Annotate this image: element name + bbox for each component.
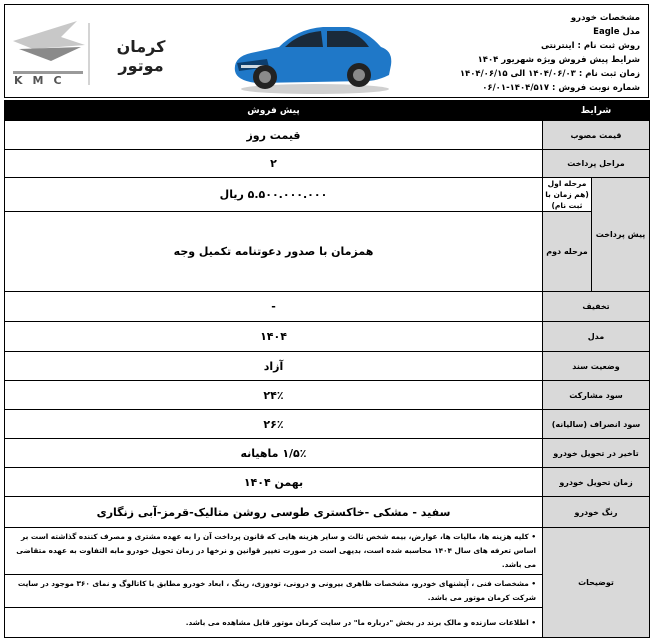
stage1-label-line1: مرحله اول xyxy=(547,179,587,188)
table-row xyxy=(5,381,650,410)
document-status-value: آزاد xyxy=(5,352,543,381)
sale-conditions-table xyxy=(4,100,650,638)
table-row xyxy=(5,322,650,352)
spec-model: مدل Eagle xyxy=(593,27,640,37)
partnership-profit-label: سود مشارکت xyxy=(543,381,650,410)
stage2-label: مرحله دوم xyxy=(543,212,592,292)
header xyxy=(4,4,649,98)
approved-price-value: قیمت روز xyxy=(5,121,543,150)
model-label: مدل xyxy=(543,322,650,352)
table-row xyxy=(5,212,650,292)
color-value: سفید - مشکی -خاکستری طوسی روشن متالیک-قرمز-آبی زنگاری xyxy=(5,497,543,528)
table-row xyxy=(5,468,650,497)
note-3-text: اطلاعات سازنده و مالک برند در بخش "درباره ما" در سایت کرمان موتور قابل مشاهده می باشد. xyxy=(185,617,529,627)
payment-stages-value: ۲ xyxy=(5,150,543,178)
color-label: رنگ خودرو xyxy=(543,497,650,528)
kmc-emblem-text: KMC xyxy=(14,74,72,87)
table-row xyxy=(5,497,650,528)
table-row xyxy=(5,150,650,178)
stage1-label-line2: (هم زمان با ثبت نام) xyxy=(545,190,589,210)
presale-header: پیش فروش xyxy=(5,101,543,121)
discount-value: - xyxy=(5,292,543,322)
stage1-value: ۵.۵۰۰.۰۰۰.۰۰۰ ریال xyxy=(5,178,543,212)
note-1-text: کلیه هزینه ها، مالیات ها، عوارض، بیمه شخص ثالث و سایر هزینه هایی که قانون پرداخت آن را به عهده مشتری و مصرف کننده گذاشته است بر اساس تعرفه های سال ۱۴۰۴ محاسبه شده است، بدیهی است در صورت تغییر قوانین و نرخها در زمان تحویل خودرو مابه التفاوت به عهده متقاضی می باشد. xyxy=(16,532,536,569)
delivery-time-label: زمان تحویل خودرو xyxy=(543,468,650,497)
table-header-row xyxy=(5,101,650,121)
spec-registration-method: روش ثبت نام : اینترنتی xyxy=(540,41,640,51)
car-image xyxy=(227,13,397,97)
stage1-label xyxy=(543,178,592,212)
cancellation-profit-label: سود انصراف (سالیانه) xyxy=(543,410,650,439)
cancellation-profit-value: ۲۶٪ xyxy=(5,410,543,439)
document-status-label: وضعیت سند xyxy=(543,352,650,381)
table-row xyxy=(5,439,650,468)
specs-block xyxy=(395,11,640,95)
note-2: • مشخصات فنی ، آپشنهای خودرو، مشخصات ظاهری بیرونی و درونی، تودوزی، رینگ ، ابعاد خودرو مطابق با کاتالوگ و نمای ۳۶۰ موجود در سایت شرکت کرمان موتور می باشد. xyxy=(5,575,543,608)
spec-registration-time: زمان ثبت نام : ۱۴۰۴/۰۶/۰۳ الی ۱۴۰۴/۰۶/۱۵ xyxy=(459,69,640,79)
note-3: • اطلاعات سازنده و مالک برند در بخش "درباره ما" در سایت کرمان موتور قابل مشاهده می باشد. xyxy=(5,608,543,638)
delay-label: تاخیر در تحویل خودرو xyxy=(543,439,650,468)
discount-label: تخفیف xyxy=(543,292,650,322)
delivery-time-value: بهمن ۱۴۰۴ xyxy=(5,468,543,497)
kmc-logo xyxy=(5,5,195,97)
table-row xyxy=(5,352,650,381)
note-row xyxy=(5,528,650,575)
spec-sale-terms: شرایط پیش فروش ویژه شهریور ۱۴۰۴ xyxy=(477,55,640,65)
model-value: ۱۴۰۴ xyxy=(5,322,543,352)
conditions-header: شرایط xyxy=(543,101,650,121)
table-row xyxy=(5,178,650,212)
note-1: • کلیه هزینه ها، مالیات ها، عوارض، بیمه شخص ثالث و سایر هزینه هایی که قانون پرداخت آن را به عهده مشتری و مصرف کننده گذاشته است بر اساس تعرفه های سال ۱۴۰۴ محاسبه شده است، بدیهی است در صورت تغییر قوانین و نرخها در زمان تحویل خودرو مابه التفاوت به عهده متقاضی می باشد. xyxy=(5,528,543,575)
specs-title: مشخصات خودرو xyxy=(570,13,640,23)
partnership-profit-value: ۲۴٪ xyxy=(5,381,543,410)
table-row xyxy=(5,292,650,322)
delay-value: ۱/۵٪ ماهیانه xyxy=(5,439,543,468)
approved-price-label: قیمت مصوب xyxy=(543,121,650,150)
note-2-text: مشخصات فنی ، آپشنهای خودرو، مشخصات ظاهری بیرونی و درونی، تودوزی، رینگ ، ابعاد خودرو مطابق با کاتالوگ و نمای ۳۶۰ موجود در سایت شرکت کرمان موتور می باشد. xyxy=(17,579,536,602)
brand-logo-text: کرمان موتور xyxy=(116,37,166,75)
spec-sale-number: شماره نوبت فروش : ۱۴۰۴/۵۱۷-۰۶/۰۱ xyxy=(482,83,640,93)
table-row xyxy=(5,410,650,439)
stage2-value: همزمان با صدور دعوتنامه تکمیل وجه xyxy=(5,212,543,292)
payment-stages-label: مراحل پرداخت xyxy=(543,150,650,178)
table-row xyxy=(5,121,650,150)
prepayment-label: پیش پرداخت xyxy=(592,178,650,292)
notes-label: توضیحات xyxy=(543,528,650,638)
